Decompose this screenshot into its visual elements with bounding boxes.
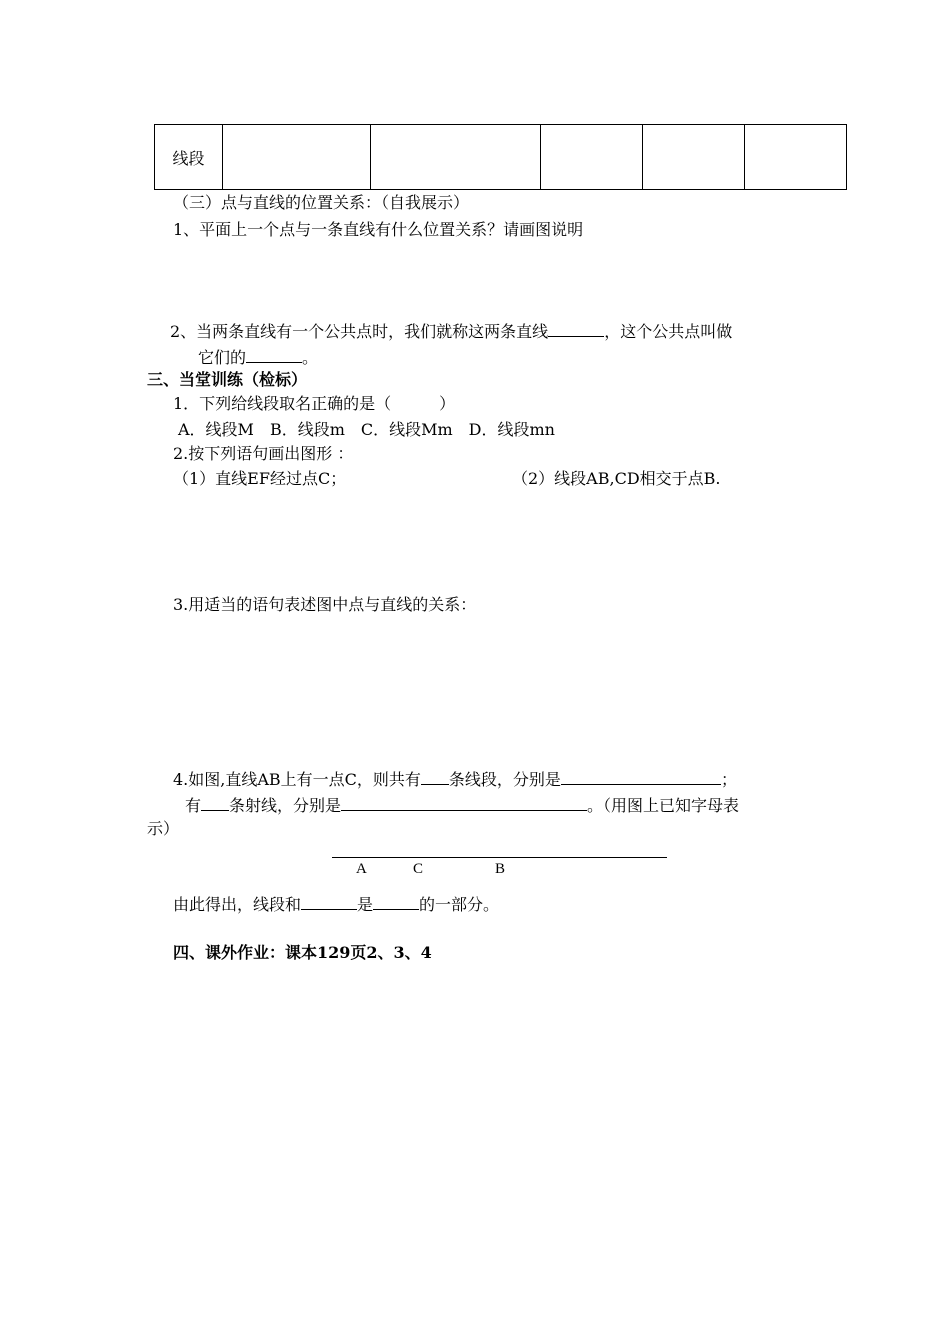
section3-heading: （三）点与直线的位置关系：（自我展示） bbox=[173, 193, 470, 212]
answer-blank[interactable] bbox=[201, 794, 229, 811]
practice-question-1: 1．下列给线段取名正确的是（ ） bbox=[173, 394, 456, 413]
point-label-b: B bbox=[495, 861, 506, 877]
practice-question-1-options: A．线段M B．线段m C．线段Mm D．线段mn bbox=[178, 420, 555, 439]
table-row-label: 线段 bbox=[155, 125, 223, 190]
conclusion-line: 由此得出，线段和 是 的一部分。 bbox=[173, 895, 500, 914]
homework-heading: 四、课外作业：课本129页2、3、4 bbox=[173, 943, 432, 962]
answer-blank[interactable] bbox=[301, 893, 357, 910]
answer-blank[interactable] bbox=[548, 320, 604, 337]
point-label-c: C bbox=[413, 861, 424, 877]
table-cell bbox=[541, 125, 643, 190]
point-label-a: A bbox=[356, 861, 367, 877]
answer-blank[interactable] bbox=[421, 768, 449, 785]
table-row bbox=[155, 125, 847, 190]
answer-blank[interactable] bbox=[373, 893, 419, 910]
table-cell bbox=[643, 125, 745, 190]
answer-blank[interactable] bbox=[246, 346, 302, 363]
answer-blank[interactable] bbox=[341, 794, 587, 811]
table-cell bbox=[223, 125, 371, 190]
segment-table bbox=[154, 124, 847, 190]
practice-question-4-tail: 示） bbox=[147, 819, 180, 838]
table-cell bbox=[745, 125, 847, 190]
practice-heading: 三、当堂训练（检标） bbox=[147, 370, 308, 389]
practice-question-3: 3.用适当的语句表述图中点与直线的关系： bbox=[173, 595, 477, 614]
table-cell bbox=[371, 125, 541, 190]
practice-question-2: 2.按下列语句画出图形 ： bbox=[173, 444, 354, 463]
practice-question-2-b: （2）线段AB,CD相交于点B. bbox=[512, 469, 721, 488]
practice-question-2-a: （1）直线EF经过点C； bbox=[173, 469, 347, 488]
practice-question-4: 4.如图,直线AB上有一点C，则共有 条线段，分别是 ； bbox=[173, 770, 737, 789]
section3-question-2: 2、当两条直线有一个公共点时，我们就称这两条直线 ，这个公共点叫做 bbox=[170, 322, 733, 341]
practice-question-4-cont: 有 条射线，分别是 。（用图上已知字母表 bbox=[185, 796, 740, 815]
line-ab-figure bbox=[332, 857, 667, 858]
answer-blank[interactable] bbox=[561, 768, 721, 785]
section3-question-2-cont: 它们的 。 bbox=[198, 348, 319, 367]
section3-question-1: 1、平面上一个点与一条直线有什么位置关系？请画图说明 bbox=[173, 220, 584, 239]
